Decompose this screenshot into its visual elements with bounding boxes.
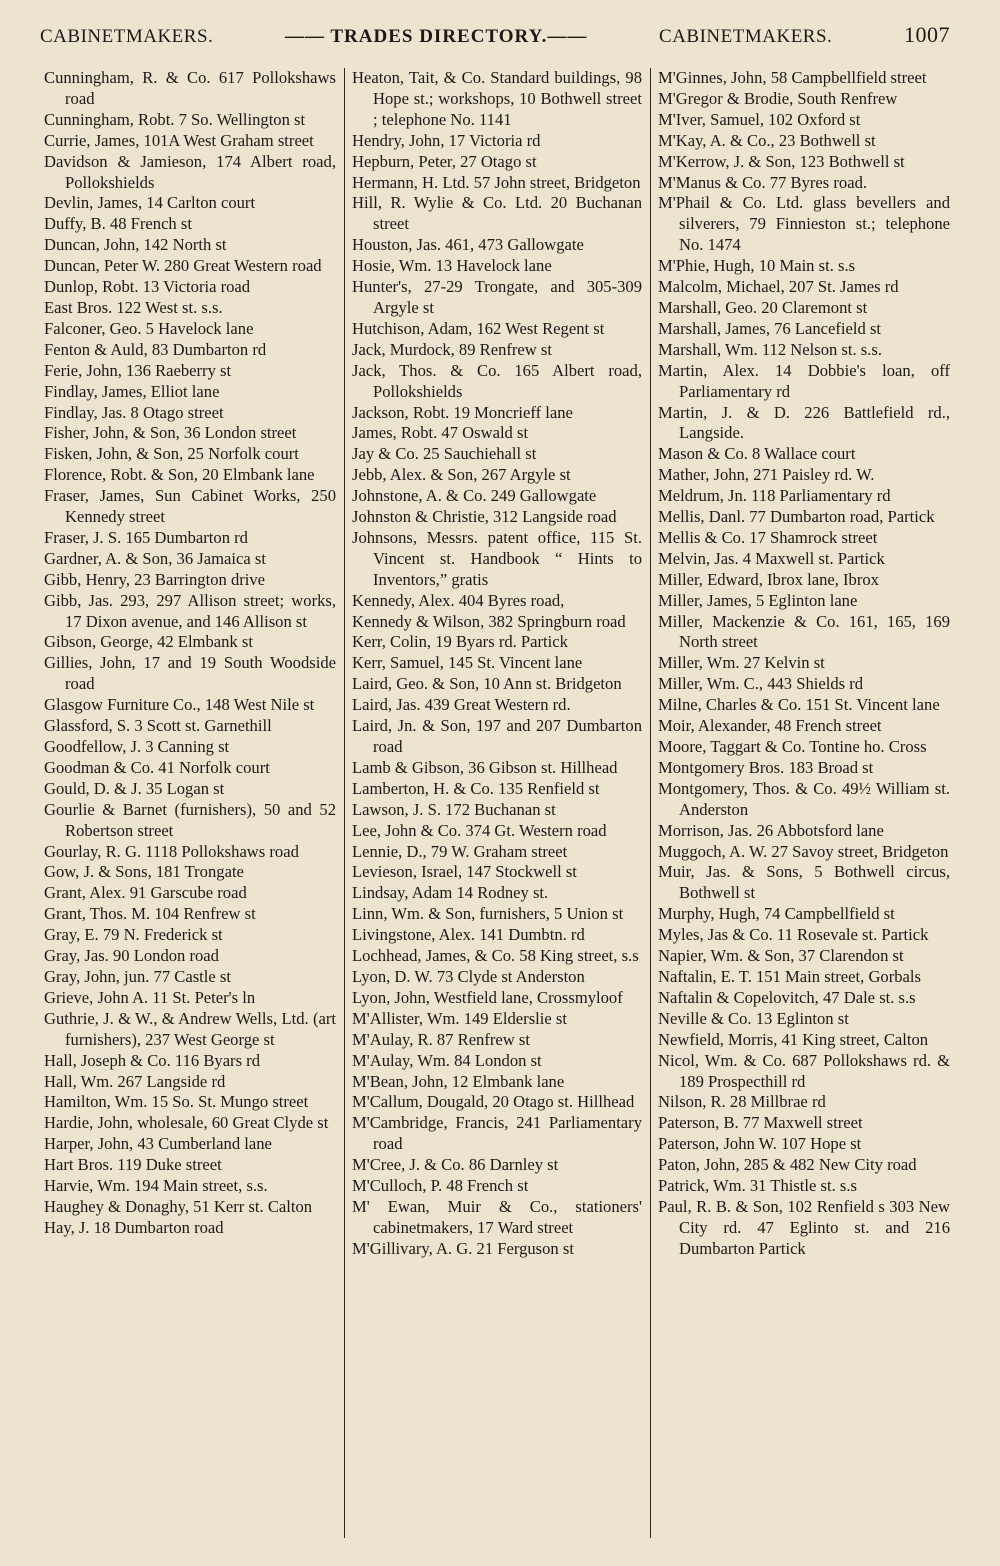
directory-entry: Paterson, B. 77 Maxwell street <box>658 1113 863 1133</box>
directory-entry: Davidson & Jamieson, 174 Albert road, Pollokshields <box>44 151 336 192</box>
directory-entry: Mellis & Co. 17 Shamrock street <box>658 527 878 547</box>
directory-entry: Glasgow Furniture Co., 148 West Nile st <box>44 695 315 715</box>
directory-entry: Glassford, S. 3 Scott st. Garnethill <box>44 716 272 736</box>
directory-entry: M'Manus & Co. 77 Byres road. <box>658 172 868 192</box>
directory-entry: Hosie, Wm. 13 Havelock lane <box>352 256 552 276</box>
directory-entry: Patrick, Wm. 31 Thistle st. s.s <box>658 1176 857 1196</box>
directory-entry: Duncan, Peter W. 280 Great Western road <box>44 256 322 276</box>
directory-entry: Milne, Charles & Co. 151 St. Vincent lane <box>658 695 940 715</box>
directory-entry: Lamb & Gibson, 36 Gibson st. Hillhead <box>352 757 618 777</box>
directory-entry: Gow, J. & Sons, 181 Trongate <box>44 862 244 882</box>
directory-entry: Miller, Wm. C., 443 Shields rd <box>658 674 864 694</box>
directory-entry: Moore, Taggart & Co. Tontine ho. Cross <box>658 737 927 756</box>
directory-entry: Gillies, John, 17 and 19 South Woodside road <box>44 653 336 694</box>
column-2 <box>352 68 642 1260</box>
directory-entry: M'Phie, Hugh, 10 Main st. s.s <box>658 256 856 276</box>
directory-entry: Falconer, Geo. 5 Havelock lane <box>44 318 254 338</box>
directory-entry: Marshall, Wm. 112 Nelson st. s.s. <box>658 339 883 359</box>
directory-entry: Myles, Jas & Co. 11 Rosevale st. Partick <box>658 925 929 945</box>
directory-entry: Levieson, Israel, 147 Stockwell st <box>352 862 577 882</box>
directory-entry: Napier, Wm. & Son, 37 Clarendon st <box>658 946 904 966</box>
directory-entry: Currie, James, 101A West Graham street <box>44 130 314 150</box>
directory-entry: Linn, Wm. & Son, furnishers, 5 Union st <box>352 904 624 924</box>
directory-entry: Newfield, Morris, 41 King street, Calton <box>658 1029 929 1049</box>
directory-entry: James, Robt. 47 Oswald st <box>352 423 529 443</box>
directory-entry: M' Ewan, Muir & Co., stationers' cabinetmakers, 17 Ward street <box>352 1196 642 1237</box>
directory-entry: Fenton & Auld, 83 Dumbarton rd <box>44 339 267 359</box>
directory-entry: Melvin, Jas. 4 Maxwell st. Partick <box>658 548 885 568</box>
directory-entry: Fisher, John, & Son, 36 London street <box>44 423 297 443</box>
directory-entry: Guthrie, J. & W., & Andrew Wells, Ltd. (art furnishers), 237 West George st <box>44 1008 336 1049</box>
directory-entry: Miller, Mackenzie & Co. 161, 165, 169 North street <box>658 611 950 652</box>
directory-entry: Kerr, Colin, 19 Byars rd. Partick <box>352 632 568 652</box>
directory-entry: Lawson, J. S. 172 Buchanan st <box>352 799 556 819</box>
directory-entry: Martin, J. & D. 226 Battlefield rd., Langside. <box>658 402 950 443</box>
directory-entry: Gibson, George, 42 Elmbank st <box>44 632 253 652</box>
directory-entry: Montgomery Bros. 183 Broad st <box>658 757 874 777</box>
directory-entry: Gourlie & Barnet (furnishers), 50 and 52 Robertson street <box>44 799 336 840</box>
directory-entry: Harper, John, 43 Cumberland lane <box>44 1134 272 1154</box>
directory-entry: Marshall, James, 76 Lancefield st <box>658 318 882 338</box>
directory-entry: Paterson, John W. 107 Hope st <box>658 1134 862 1154</box>
directory-entry: Mason & Co. 8 Wallace court <box>658 444 856 464</box>
directory-entry: Johnstone, A. & Co. 249 Gallowgate <box>352 486 597 506</box>
directory-entry: M'Cambridge, Francis, 241 Parliamentary road <box>352 1113 642 1154</box>
directory-entry: Martin, Alex. 14 Dobbie's loan, off Parliamentary rd <box>658 360 950 401</box>
directory-entry: Jackson, Robt. 19 Moncrieff lane <box>352 402 573 422</box>
directory-entry: M'Iver, Samuel, 102 Oxford st <box>658 109 861 129</box>
directory-entry: Grant, Thos. M. 104 Renfrew st <box>44 904 256 924</box>
directory-entry: Harvie, Wm. 194 Main street, s.s. <box>44 1176 268 1196</box>
directory-entry: East Bros. 122 West st. s.s. <box>44 297 223 317</box>
directory-entry: Dunlop, Robt. 13 Victoria road <box>44 277 251 297</box>
directory-entry: M'Gregor & Brodie, South Renfrew <box>658 88 898 108</box>
directory-entry: Gray, Jas. 90 London road <box>44 946 219 966</box>
directory-entry: M'Aulay, R. 87 Renfrew st <box>352 1029 530 1049</box>
directory-entry: Hart Bros. 119 Duke street <box>44 1155 222 1175</box>
directory-entry: Fisken, John, & Son, 25 Norfolk court <box>44 444 299 464</box>
directory-entry: Naftalin, E. T. 151 Main street, Gorbals <box>658 966 921 986</box>
directory-entry: M'Allister, Wm. 149 Elderslie st <box>352 1008 567 1028</box>
directory-entry: Grant, Alex. 91 Garscube road <box>44 883 247 903</box>
directory-entry: Findlay, Jas. 8 Otago street <box>44 402 224 422</box>
directory-entry: M'Culloch, P. 48 French st <box>352 1176 529 1196</box>
directory-entry: Marshall, Geo. 20 Claremont st <box>658 297 868 317</box>
column-divider <box>650 68 651 1538</box>
directory-entry: Hall, Joseph & Co. 116 Byars rd <box>44 1050 261 1070</box>
directory-entry: Morrison, Jas. 26 Abbotsford lane <box>658 820 884 840</box>
header-left: CABINETMAKERS. <box>40 26 214 47</box>
directory-entry: Laird, Jn. & Son, 197 and 207 Dumbarton road <box>352 716 642 756</box>
directory-entry: Hill, R. Wylie & Co. Ltd. 20 Buchanan street <box>352 193 642 234</box>
column-3 <box>658 68 950 1260</box>
directory-entry: Gibb, Henry, 23 Barrington drive <box>44 569 266 589</box>
directory-entry: Lyon, John, Westfield lane, Crossmyloof <box>352 987 623 1007</box>
directory-entry: Muir, Jas. & Sons, 5 Bothwell circus, Bothwell st <box>658 862 950 903</box>
directory-entry: Hunter's, 27-29 Trongate, and 305-309 Argyle st <box>352 277 642 317</box>
directory-entry: Gray, E. 79 N. Frederick st <box>44 925 223 945</box>
directory-entry: Houston, Jas. 461, 473 Gallowgate <box>352 235 584 255</box>
directory-entry: Mather, John, 271 Paisley rd. W. <box>658 465 875 485</box>
directory-entry: Goodfellow, J. 3 Canning st <box>44 737 230 756</box>
directory-columns <box>44 68 950 1558</box>
directory-entry: Gardner, A. & Son, 36 Jamaica st <box>44 548 266 568</box>
directory-entry: Lee, John & Co. 374 Gt. Western road <box>352 820 607 840</box>
directory-entry: M'Kay, A. & Co., 23 Bothwell st <box>658 130 876 150</box>
page-number: 1007 <box>904 22 950 47</box>
directory-entry: Moir, Alexander, 48 French street <box>658 716 882 736</box>
directory-entry: Hardie, John, wholesale, 60 Great Clyde st <box>44 1113 329 1133</box>
directory-entry: Jay & Co. 25 Sauchiehall st <box>352 444 537 464</box>
directory-entry: Gibb, Jas. 293, 297 Allison street; works, 17 Dixon avenue, and 146 Allison st <box>44 590 336 631</box>
directory-entry: Heaton, Tait, & Co. Standard buildings, 98 Hope st.; workshops, 10 Bothwell street ; telephone No. 1141 <box>352 68 642 129</box>
directory-entry: Gould, D. & J. 35 Logan st <box>44 778 225 798</box>
directory-entry: Lyon, D. W. 73 Clyde st Anderston <box>352 966 585 986</box>
page-header <box>40 22 950 54</box>
directory-entry: Meldrum, Jn. 118 Parliamentary rd <box>658 486 891 506</box>
directory-entry: M'Kerrow, J. & Son, 123 Bothwell st <box>658 151 905 171</box>
directory-entry: M'Bean, John, 12 Elmbank lane <box>352 1071 565 1091</box>
directory-entry: Fraser, James, Sun Cabinet Works, 250 Kennedy street <box>44 486 336 527</box>
directory-entry: Hermann, H. Ltd. 57 John street, Bridgeton <box>352 172 641 192</box>
directory-entry: Mellis, Danl. 77 Dumbarton road, Partick <box>658 507 935 527</box>
directory-entry: Montgomery, Thos. & Co. 49½ William st. Anderston <box>658 778 950 819</box>
directory-entry: Nicol, Wm. & Co. 687 Pollokshaws rd. & 189 Prospecthill rd <box>658 1050 950 1091</box>
directory-entry: Nilson, R. 28 Millbrae rd <box>658 1092 826 1112</box>
directory-entry: Findlay, James, Elliot lane <box>44 381 220 401</box>
directory-entry: Hepburn, Peter, 27 Otago st <box>352 151 537 171</box>
directory-entry: Jebb, Alex. & Son, 267 Argyle st <box>352 465 571 485</box>
directory-entry: Florence, Robt. & Son, 20 Elmbank lane <box>44 465 315 485</box>
directory-entry: M'Cree, J. & Co. 86 Darnley st <box>352 1155 559 1175</box>
directory-entry: M'Gillivary, A. G. 21 Ferguson st <box>352 1238 574 1258</box>
directory-entry: Miller, Wm. 27 Kelvin st <box>658 653 825 673</box>
directory-entry: M'Ginnes, John, 58 Campbellfield street <box>658 68 927 87</box>
directory-entry: Naftalin & Copelovitch, 47 Dale st. s.s <box>658 987 916 1007</box>
column-divider <box>344 68 345 1538</box>
directory-entry: Lochhead, James, & Co. 58 King street, s.s <box>352 946 639 966</box>
directory-entry: Hay, J. 18 Dumbarton road <box>44 1217 224 1237</box>
directory-entry: Kerr, Samuel, 145 St. Vincent lane <box>352 653 583 673</box>
directory-entry: Hall, Wm. 267 Langside rd <box>44 1071 226 1091</box>
directory-entry: Haughey & Donaghy, 51 Kerr st. Calton <box>44 1196 313 1216</box>
header-right: CABINETMAKERS. <box>659 26 833 47</box>
directory-entry: Jack, Thos. & Co. 165 Albert road, Pollokshields <box>352 360 642 401</box>
directory-entry: Hamilton, Wm. 15 So. St. Mungo street <box>44 1092 309 1112</box>
directory-entry: Duffy, B. 48 French st <box>44 214 192 234</box>
directory-entry: M'Aulay, Wm. 84 London st <box>352 1050 542 1070</box>
directory-entry: Malcolm, Michael, 207 St. James rd <box>658 277 899 297</box>
directory-entry: Cunningham, R. & Co. 617 Pollokshaws road <box>44 68 336 108</box>
directory-entry: Johnsons, Messrs. patent office, 115 St. Vincent st. Handbook “ Hints to Inventors,” gratis <box>352 527 642 589</box>
directory-entry: Kennedy, Alex. 404 Byres road, <box>352 590 565 610</box>
directory-entry: Fraser, J. S. 165 Dumbarton rd <box>44 527 248 547</box>
directory-entry: Duncan, John, 142 North st <box>44 235 227 255</box>
directory-entry: Devlin, James, 14 Carlton court <box>44 193 256 213</box>
directory-entry: M'Phail & Co. Ltd. glass bevellers and silverers, 79 Finnieston st.; telephone No. 1474 <box>658 193 950 255</box>
directory-entry: Hutchison, Adam, 162 West Regent st <box>352 318 605 338</box>
directory-entry: Miller, James, 5 Eglinton lane <box>658 590 858 610</box>
header-center: —— TRADES DIRECTORY.—— <box>284 26 588 47</box>
directory-entry: Lennie, D., 79 W. Graham street <box>352 841 568 861</box>
directory-entry: Paul, R. B. & Son, 102 Renfield s 303 New City rd. 47 Eglinto st. and 216 Dumbarton Partick <box>658 1196 950 1258</box>
column-1 <box>44 68 336 1239</box>
directory-entry: Lamberton, H. & Co. 135 Renfield st <box>352 778 600 798</box>
directory-entry: Cunningham, Robt. 7 So. Wellington st <box>44 109 306 129</box>
directory-entry: Lindsay, Adam 14 Rodney st. <box>352 883 549 903</box>
directory-entry: Muggoch, A. W. 27 Savoy street, Bridgeton <box>658 841 949 861</box>
directory-entry: Goodman & Co. 41 Norfolk court <box>44 757 270 777</box>
directory-entry: Miller, Edward, Ibrox lane, Ibrox <box>658 569 879 589</box>
directory-entry: Gourlay, R. G. 1118 Pollokshaws road <box>44 841 299 861</box>
directory-entry: Ferie, John, 136 Raeberry st <box>44 360 232 380</box>
directory-entry: Laird, Jas. 439 Great Western rd. <box>352 695 571 715</box>
directory-entry: Neville & Co. 13 Eglinton st <box>658 1008 849 1028</box>
directory-entry: Kennedy & Wilson, 382 Springburn road <box>352 611 626 631</box>
directory-entry: Johnston & Christie, 312 Langside road <box>352 507 617 527</box>
directory-entry: Hendry, John, 17 Victoria rd <box>352 130 541 150</box>
directory-entry: Paton, John, 285 & 482 New City road <box>658 1155 917 1175</box>
directory-entry: Gray, John, jun. 77 Castle st <box>44 966 231 986</box>
directory-entry: Livingstone, Alex. 141 Dumbtn. rd <box>352 925 585 945</box>
directory-entry: Grieve, John A. 11 St. Peter's ln <box>44 987 256 1007</box>
directory-entry: Murphy, Hugh, 74 Campbellfield st <box>658 904 895 924</box>
directory-entry: Jack, Murdock, 89 Renfrew st <box>352 339 553 359</box>
directory-entry: M'Callum, Dougald, 20 Otago st. Hillhead <box>352 1092 635 1112</box>
directory-entry: Laird, Geo. & Son, 10 Ann st. Bridgeton <box>352 674 622 694</box>
